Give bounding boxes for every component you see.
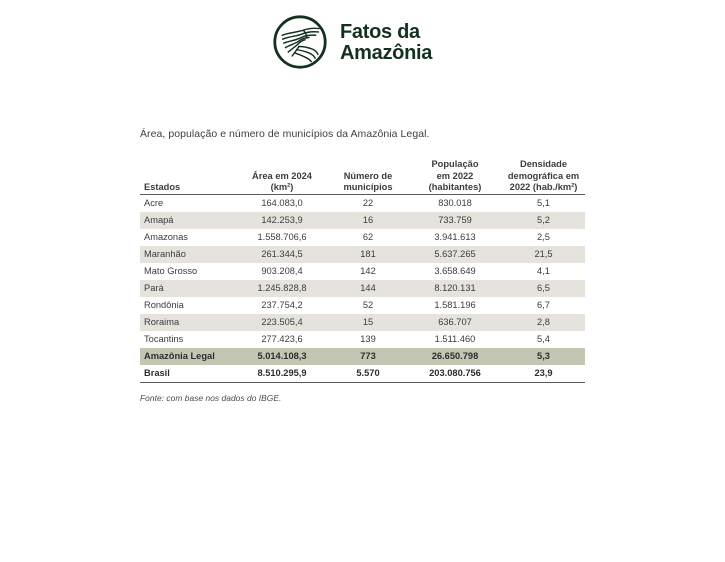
- column-header-estados-label: Estados: [144, 182, 181, 193]
- column-header-populacao-line1: População: [431, 159, 479, 170]
- table-row: [140, 212, 585, 229]
- brand-line-2: Amazônia: [340, 41, 433, 64]
- table-source-note: Fonte: com base nos dados do IBGE.: [140, 393, 282, 403]
- cell-area: 903.208,4: [261, 265, 303, 276]
- cell-densidade: 6,7: [537, 299, 550, 310]
- cell-municipios: 139: [360, 333, 376, 344]
- cell-densidade: 23,9: [502, 365, 585, 383]
- cell-estado: Amazônia Legal: [140, 348, 236, 365]
- table-head: [140, 159, 585, 194]
- cell-densidade: 2,5: [537, 231, 550, 242]
- cell-municipios: 16: [328, 212, 408, 229]
- cell-area: 142.253,9: [236, 212, 328, 229]
- cell-municipios: 62: [362, 231, 374, 242]
- cell-municipios: 22: [362, 197, 374, 208]
- cell-estado: Brasil: [140, 365, 236, 383]
- column-header-municipios: [328, 159, 408, 194]
- column-header-populacao-line2: em 2022: [436, 170, 474, 181]
- cell-densidade: 21,5: [502, 246, 585, 263]
- cell-area: 1.245.828,8: [236, 280, 328, 297]
- cell-area: 237.754,2: [261, 299, 303, 310]
- column-header-estados: [140, 159, 236, 194]
- cell-populacao: 636.707: [408, 314, 502, 331]
- cell-populacao: 3.658.649: [434, 265, 476, 276]
- cell-populacao: 1.581.196: [434, 299, 476, 310]
- column-header-densidade-line2: demográfica em: [507, 170, 580, 181]
- table-row: [140, 280, 585, 297]
- cell-municipios: 142: [360, 265, 376, 276]
- cell-estado: Mato Grosso: [144, 265, 198, 276]
- amazon-river-circle-logo-icon: [272, 14, 328, 70]
- cell-estado: Acre: [144, 197, 164, 208]
- cell-estado: Maranhão: [140, 246, 236, 263]
- cell-estado: Roraima: [140, 314, 236, 331]
- cell-densidade: 5,4: [537, 333, 550, 344]
- column-header-populacao-line3: (habitantes): [428, 182, 482, 193]
- table-row: [140, 314, 585, 331]
- cell-municipios: 144: [328, 280, 408, 297]
- cell-densidade: 5,2: [502, 212, 585, 229]
- cell-estado: Amazonas: [144, 231, 188, 242]
- amazonia-legal-table: [140, 159, 585, 383]
- cell-estado: Amapá: [140, 212, 236, 229]
- column-header-area-line1: Área em 2024: [252, 170, 312, 181]
- cell-municipios: 5.570: [328, 365, 408, 383]
- column-header-municipios-line1: Número de: [343, 170, 393, 181]
- cell-area: 1.558.706,6: [257, 231, 307, 242]
- column-header-densidade-line3: 2022 (hab./km²): [509, 182, 578, 193]
- cell-area: 277.423,6: [261, 333, 303, 344]
- cell-estado: Pará: [140, 280, 236, 297]
- table-row: [140, 297, 585, 314]
- cell-municipios: 773: [328, 348, 408, 365]
- cell-densidade: 5,3: [502, 348, 585, 365]
- column-header-area: [236, 159, 328, 194]
- cell-populacao: 26.650.798: [408, 348, 502, 365]
- cell-densidade: 4,1: [537, 265, 550, 276]
- table-block: [140, 127, 585, 403]
- column-header-municipios-line2: municípios: [343, 182, 393, 193]
- table-row: [140, 195, 585, 213]
- column-header-densidade-line1: Densidade: [519, 159, 567, 170]
- column-header-area-line2: (km²): [270, 182, 294, 193]
- brand-wordmark: [340, 22, 432, 63]
- cell-populacao: 203.080.756: [408, 365, 502, 383]
- cell-municipios: 52: [362, 299, 374, 310]
- table-caption: Área, população e número de municípios da Amazônia Legal.: [140, 128, 430, 140]
- cell-populacao: 1.511.460: [434, 333, 476, 344]
- cell-densidade: 6,5: [502, 280, 585, 297]
- cell-estado: Tocantins: [144, 333, 184, 344]
- table-row: [140, 331, 585, 348]
- cell-estado: Rondônia: [144, 299, 184, 310]
- table-row: [140, 263, 585, 280]
- table-row: [140, 348, 585, 365]
- cell-populacao: 3.941.613: [434, 231, 476, 242]
- brand-line-1: Fatos da: [340, 20, 420, 43]
- brand-header: [272, 14, 432, 70]
- cell-area: 5.014.108,3: [236, 348, 328, 365]
- cell-area: 261.344,5: [236, 246, 328, 263]
- cell-municipios: 15: [328, 314, 408, 331]
- cell-populacao: 733.759: [408, 212, 502, 229]
- cell-populacao: 5.637.265: [408, 246, 502, 263]
- cell-populacao: 830.018: [438, 197, 472, 208]
- table-body: [140, 195, 585, 383]
- cell-densidade: 5,1: [537, 197, 550, 208]
- cell-municipios: 181: [328, 246, 408, 263]
- cell-area: 8.510.295,9: [236, 365, 328, 383]
- cell-area: 164.083,0: [261, 197, 303, 208]
- table-row: [140, 365, 585, 383]
- column-header-densidade: [502, 159, 585, 194]
- cell-area: 223.505,4: [236, 314, 328, 331]
- cell-densidade: 2,8: [502, 314, 585, 331]
- table-header-row: [140, 159, 585, 194]
- table-row: [140, 246, 585, 263]
- column-header-populacao: [408, 159, 502, 194]
- cell-populacao: 8.120.131: [408, 280, 502, 297]
- table-row: [140, 229, 585, 246]
